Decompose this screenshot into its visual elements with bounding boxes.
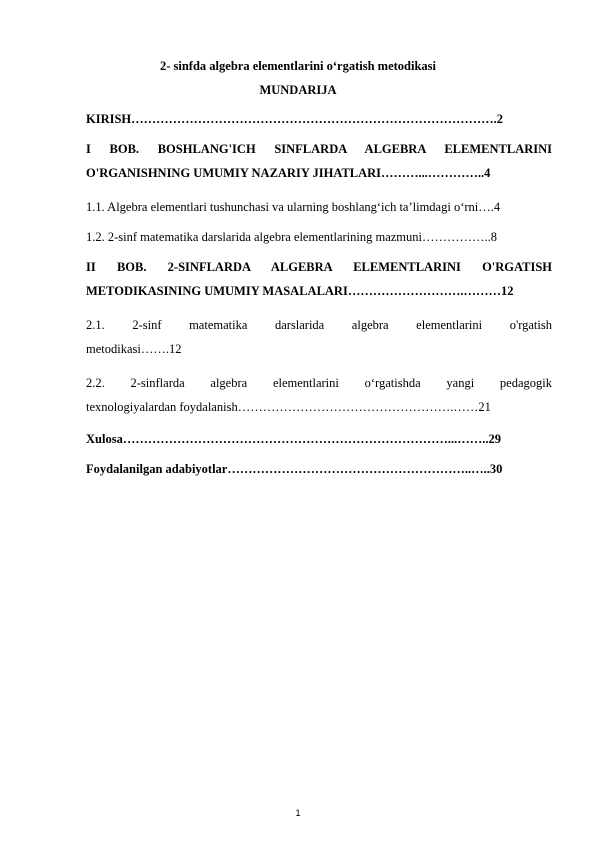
toc-entry-adabiyotlar bbox=[86, 457, 552, 481]
toc-entry-xulosa-text: Xulosa……………………………………………………………………...……..29 bbox=[86, 432, 501, 446]
toc-entry-2-2-line-1: 2.2. 2-sinflarda algebra elementlarini o‘rgatishda yangi pedagogik bbox=[86, 376, 552, 390]
document-title: 2- sinfda algebra elementlarini o‘rgatish metodikasi bbox=[159, 59, 437, 73]
contents-heading: MUNDARIJA bbox=[259, 83, 337, 97]
toc-entry-bob-2-line-2: METODIKASINING UMUMIY MASALALARI……………………….………12 bbox=[86, 284, 514, 298]
toc-entry-1-1 bbox=[86, 195, 552, 219]
toc-entry-1-1-text: 1.1. Algebra elementlari tushunchasi va ularning boshlang‘ich ta’limdagi o‘rni….4 bbox=[86, 200, 501, 214]
page-number: 1 bbox=[295, 808, 301, 818]
toc-entry-2-1-line-2: metodikasi…….12 bbox=[86, 342, 182, 356]
toc-entry-kirish-text: KIRISH…………………………………………………………………………….2 bbox=[86, 112, 504, 126]
toc-entry-bob-1 bbox=[86, 137, 552, 185]
toc-entry-bob-1-line-1: I BOB. BOSHLANG'ICH SINFLARDA ALGEBRA ELEMENTLARINI bbox=[86, 142, 552, 156]
toc-entry-1-2 bbox=[86, 225, 552, 249]
toc-entry-bob-2 bbox=[86, 255, 552, 303]
toc-entry-2-1 bbox=[86, 313, 552, 361]
toc-entry-xulosa bbox=[86, 427, 552, 451]
toc-entry-bob-1-line-2: O'RGANISHNING UMUMIY NAZARIY JIHATLARI………...…………..4 bbox=[86, 166, 491, 180]
toc-entry-adabiyotlar-text: Foydalanilgan adabiyotlar…………………………………………………..…..30 bbox=[86, 462, 503, 476]
toc-entry-2-1-line-1: 2.1. 2-sinf matematika darslarida algebra elementlarini o'rgatish bbox=[86, 318, 552, 332]
toc-entry-1-2-text: 1.2. 2-sinf matematika darslarida algebra elementlarining mazmuni……………..8 bbox=[86, 230, 497, 244]
toc-entry-2-2 bbox=[86, 371, 552, 419]
toc-entry-kirish bbox=[86, 107, 552, 131]
toc-entry-bob-2-line-1: II BOB. 2-SINFLARDA ALGEBRA ELEMENTLARINI O'RGATISH bbox=[86, 260, 552, 274]
toc-entry-2-2-line-2: texnologiyalardan foydalanish…………………………………………….……21 bbox=[86, 400, 491, 414]
